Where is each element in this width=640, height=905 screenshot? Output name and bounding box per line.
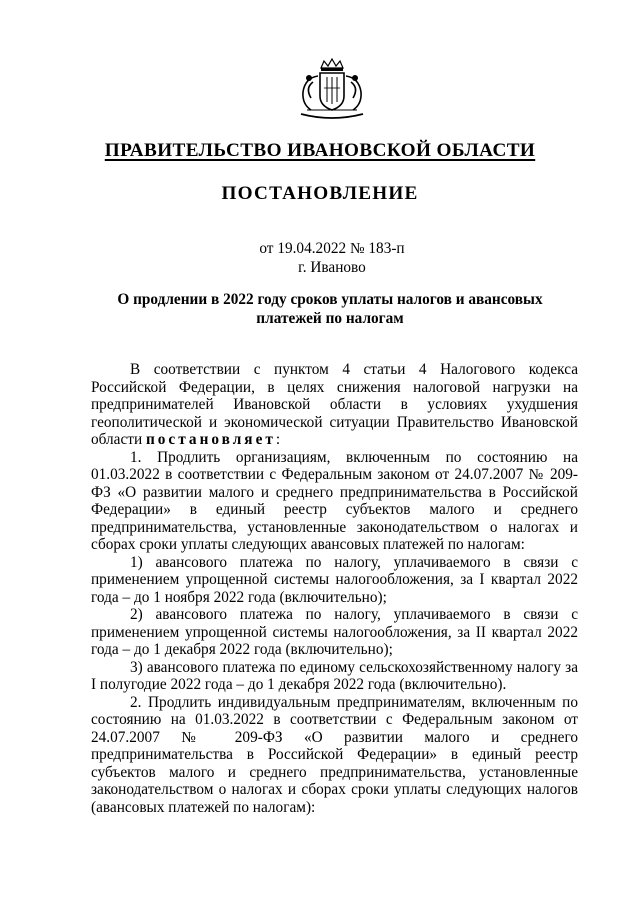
paragraph-1-item-1: 1) авансового платежа по налогу, уплачиваемого в связи с применением упрощенной системы налогообложения, за I квартал 2022 года – до 1 ноября 2022 года (включительно); <box>91 553 578 606</box>
coat-of-arms-icon <box>291 58 373 124</box>
decree-keyword: постановляет <box>145 431 276 448</box>
paragraph-1-item-2: 2) авансового платежа по налогу, уплачиваемого в связи с применением упрощенной системы налогообложения, за II квартал 2022 года – до 1 декабря 2022 года (включительно); <box>91 606 578 658</box>
document-date-number: от 19.04.2022 № 183-п <box>259 240 405 257</box>
government-title: ПРАВИТЕЛЬСТВО ИВАНОВСКОЙ ОБЛАСТИ <box>104 140 536 161</box>
document-subject: О продлении в 2022 году сроков уплаты налогов и авансовых платежей по налогам <box>117 291 543 327</box>
document-body <box>91 361 578 816</box>
document-type-title: ПОСТАНОВЛЕНИЕ <box>221 183 419 204</box>
paragraph-1: 1. Продлить организациям, включенным по состоянию на 01.03.2022 в соответствии с Федеральным законом от 24.07.2007 № 209-ФЗ «О развитии малого и среднего предпринимательства в Российской Федерации» в единый реестр субъектов малого и среднего предпринимательства, установленные законодательством о налогах и сборах сроки уплаты следующих авансовых платежей по налогам: <box>91 448 578 553</box>
paragraph-2: 2. Продлить индивидуальным предпринимателям, включенным по состоянию на 01.03.2022 в соответствии с Федеральным законом от 24.07.2007 № 209-ФЗ «О развитии малого и среднего предпринимательства в Российской Федерации» в единый реестр субъектов малого и среднего предпринимательства, установленные законодательством о налогах и сборах сроки уплаты следующих налогов (авансовых платежей по налогам): <box>91 693 578 816</box>
document-city: г. Иваново <box>298 259 366 276</box>
paragraph-1-item-3: 3) авансового платежа по единому сельскохозяйственному налогу за I полугодие 2022 года – до 1 декабря 2022 года (включительно). <box>91 658 578 693</box>
intro-paragraph: В соответствии с пунктом 4 статьи 4 Налогового кодекса Российской Федерации, в целях снижения налоговой нагрузки на предпринимателей Ивановской области в условиях ухудшения геополитической и экономической ситуации Правительство Ивановской области постановляет: <box>91 361 578 448</box>
